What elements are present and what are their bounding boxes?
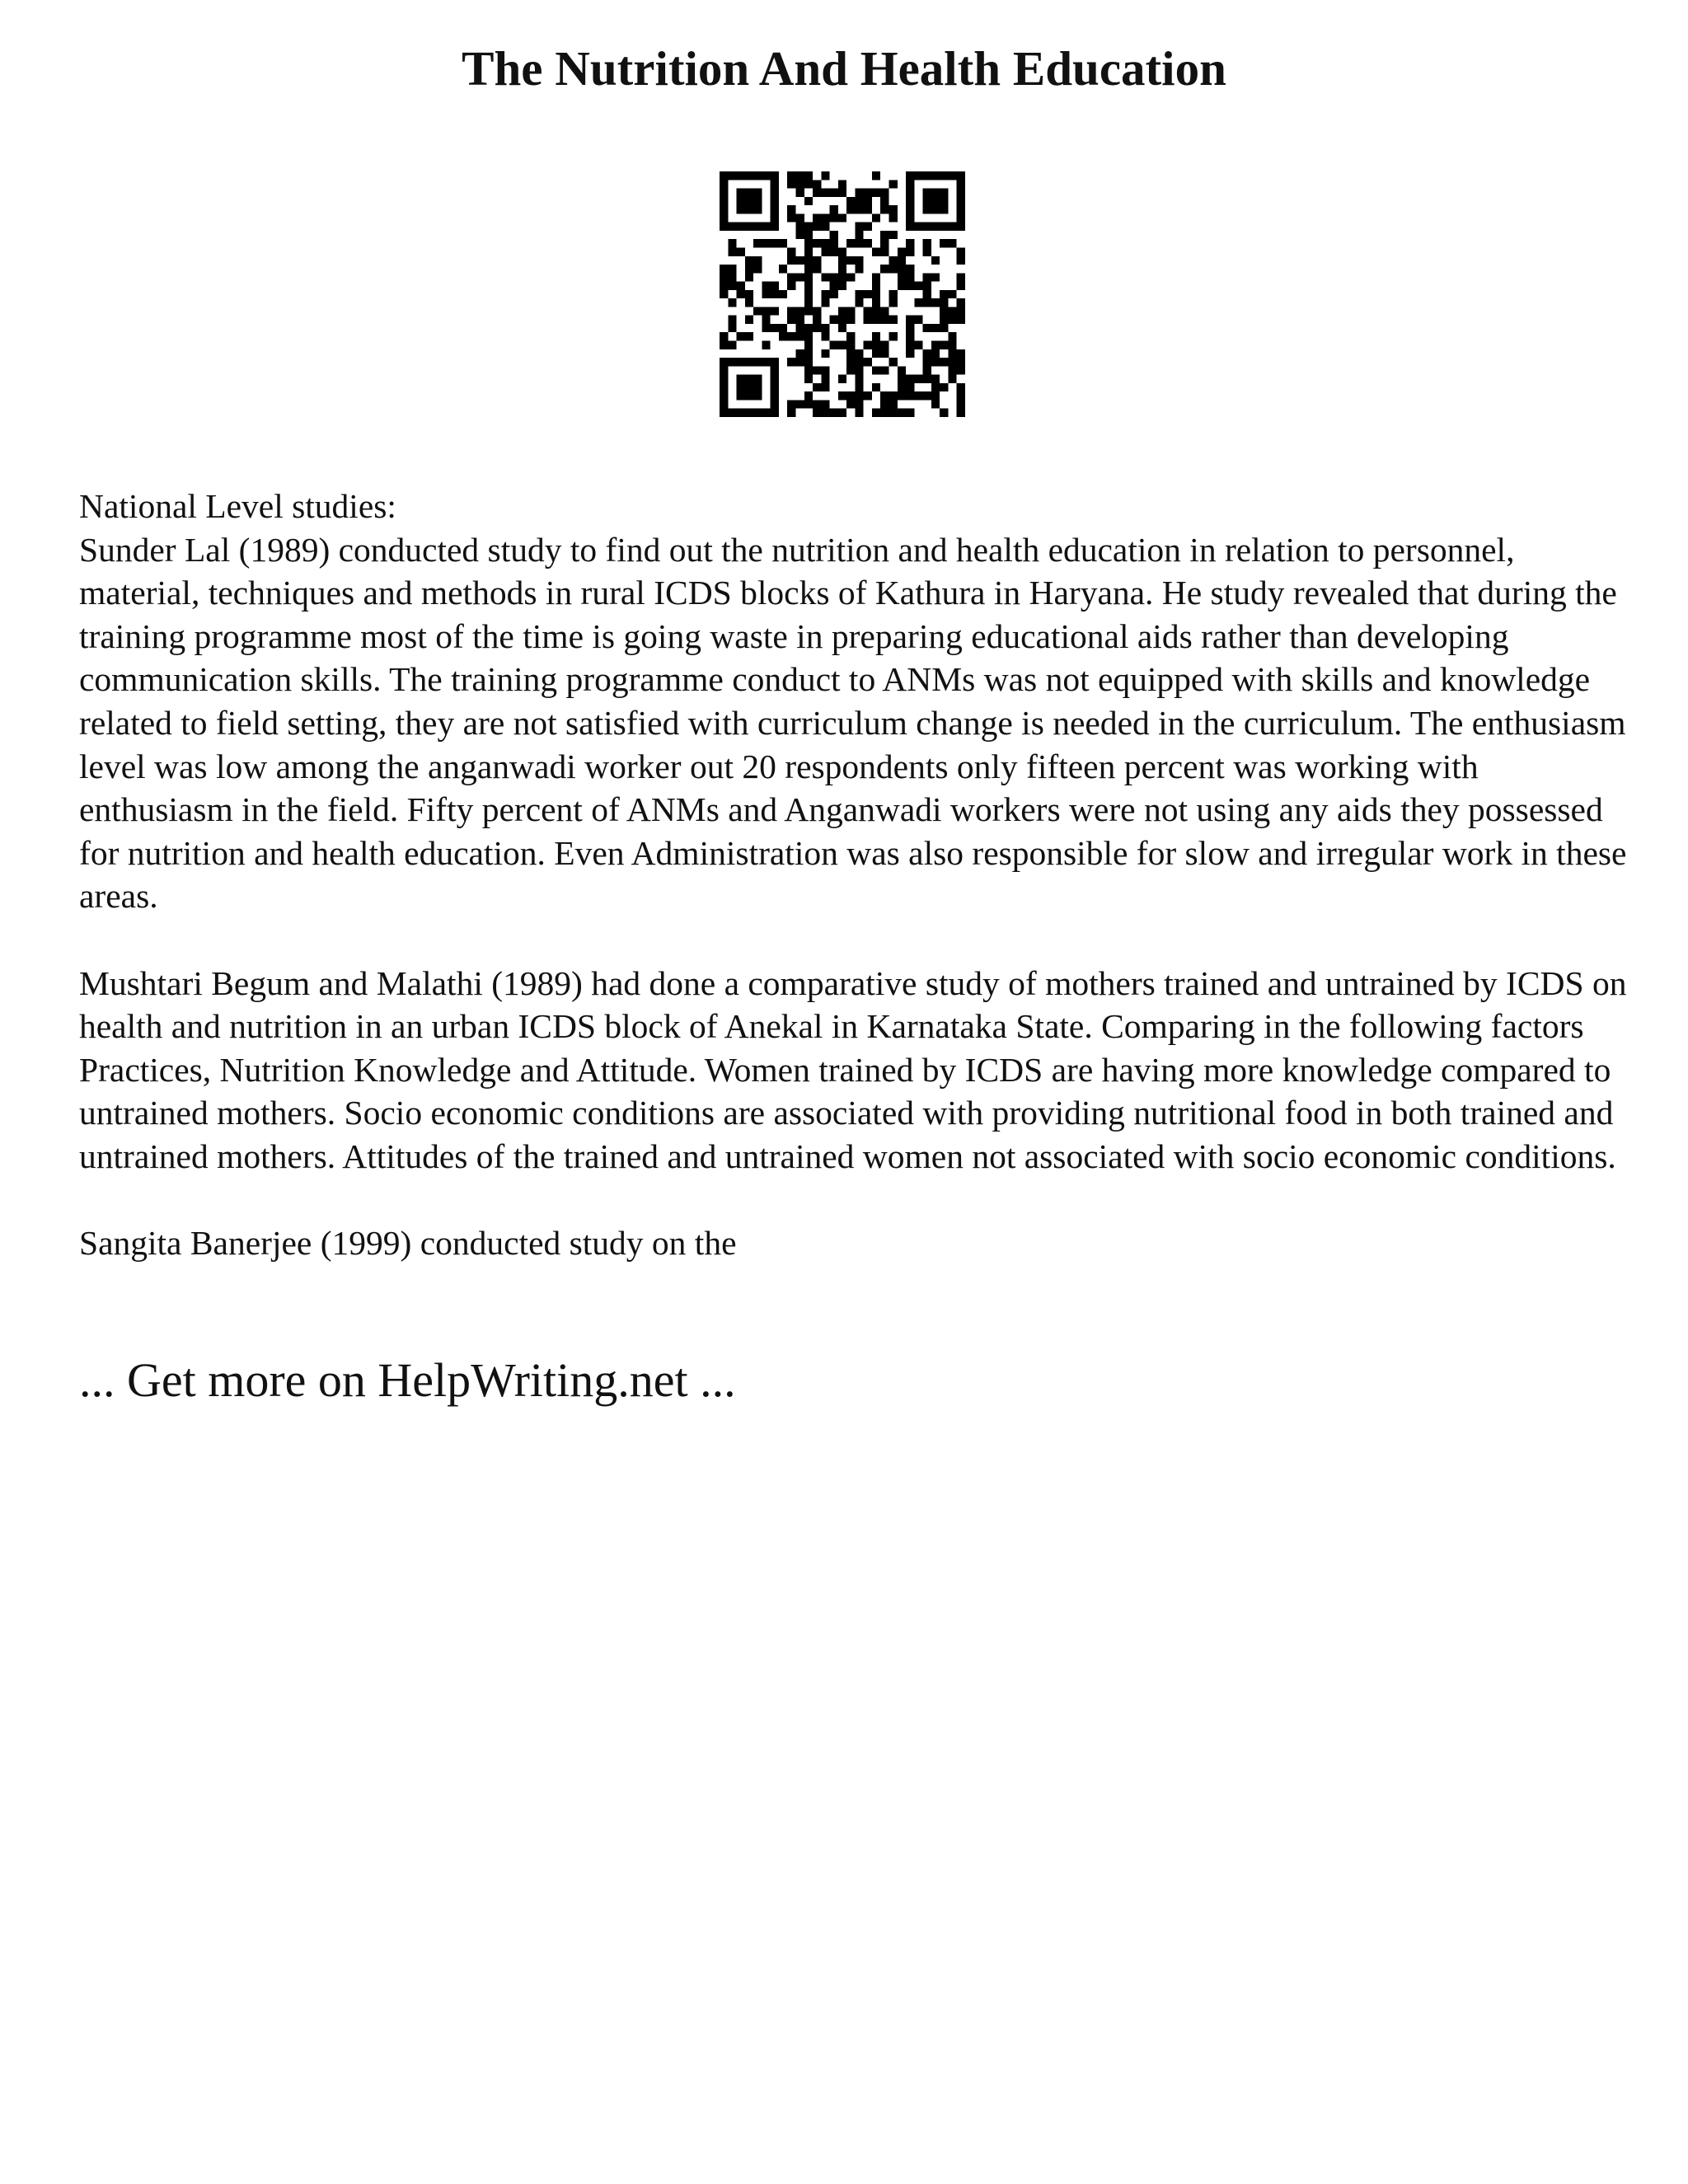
paragraph-mushtari-begum: Mushtari Begum and Malathi (1989) had done a comparative study of mothers trained and untrained by ICDS on health and nutrition in an urban ICDS block of Anekal in Karnataka State. Comparing in the following factors Practices, Nutrition Knowledge and Attitude. Women trained by ICDS are having more knowledge compared to untrained mothers. Socio economic conditions are associated with providing nutritional food in both trained and untrained mothers. Attitudes of the trained and untrained women not associated with socio economic conditions. bbox=[79, 963, 1627, 1175]
paragraph-text: Sunder Lal (1989) conducted study to find out the nutrition and health education in relation to personnel, material, techniques and methods in rural ICDS blocks of Kathura in Haryana. He study revealed that during the training programme most of the time is going waste in preparing educational aids rather than developing communication skills. The training programme conduct to ANMs was not equipped with skills and knowledge related to field setting, they are not satisfied with curriculum change is needed in the curriculum. The enthusiasm level was low among the anganwadi worker out 20 respondents only fifteen percent was working with enthusiasm in the field. Fifty percent of ANMs and Anganwadi workers were not using any aids they possessed for nutrition and health education. Even Administration was also responsible for slow and irregular work in these areas. bbox=[79, 530, 1627, 916]
get-more-link[interactable]: ... Get more on HelpWriting.net ... bbox=[79, 1353, 736, 1407]
document-body bbox=[79, 485, 1629, 1308]
section-heading: National Level studies: bbox=[79, 487, 396, 525]
document-title: The Nutrition And Health Education bbox=[462, 41, 1226, 96]
paragraph-sunder-lal bbox=[79, 485, 1629, 918]
paragraph-sangita-banerjee: Sangita Banerjee (1999) conducted study on the bbox=[79, 1224, 737, 1263]
qr-code-icon bbox=[720, 171, 965, 417]
